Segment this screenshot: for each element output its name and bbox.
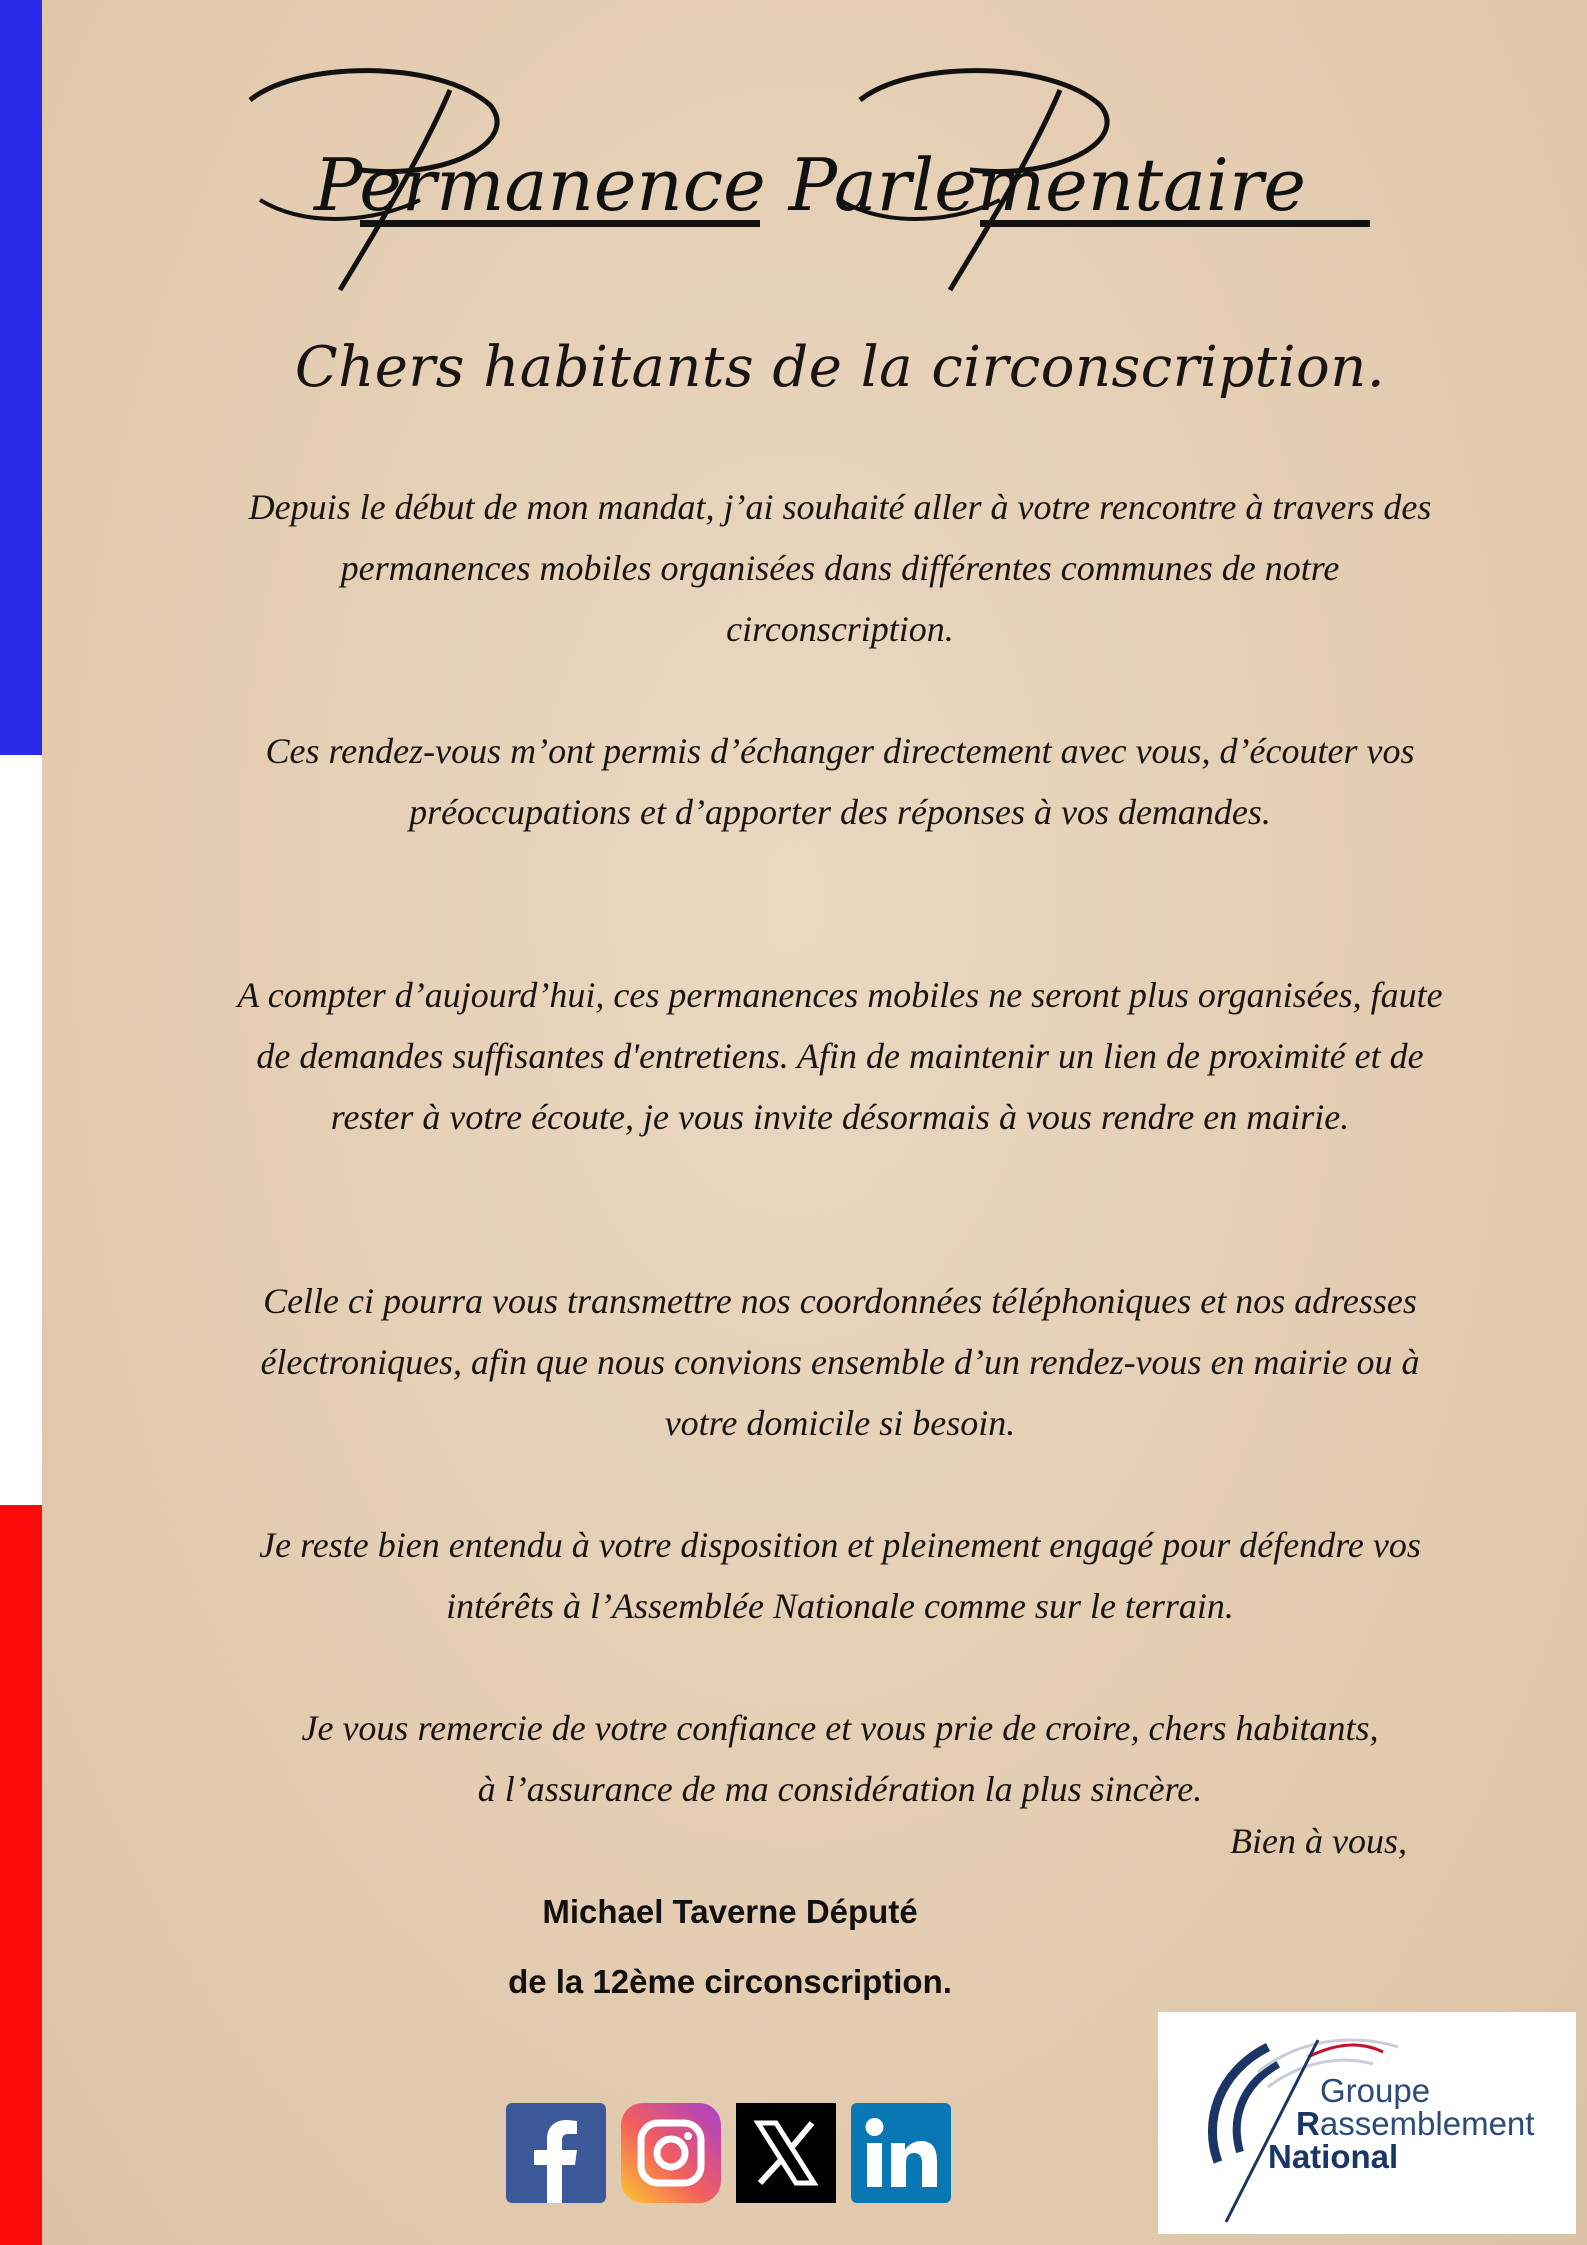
instagram-icon[interactable] <box>621 2103 721 2203</box>
logo-text <box>1268 2074 1534 2173</box>
closing-line: Bien à vous, <box>1230 1821 1407 1861</box>
facebook-icon[interactable] <box>506 2103 606 2203</box>
logo-line-national: National <box>1268 2138 1399 2175</box>
x-icon[interactable] <box>736 2103 836 2203</box>
flag-blue-band <box>0 0 42 755</box>
rassemblement-national-logo <box>1158 2012 1576 2234</box>
title-script <box>220 50 1400 310</box>
paragraph: Depuis le début de mon mandat, j’ai souhaité aller à votre rencontre à travers des permanences mobiles organisées dans différentes communes de notre circonscription. <box>248 487 1432 649</box>
paragraph: Je vous remercie de votre confiance et vous prie de croire, chers habitants, à l’assurance de ma considération la plus sincère. <box>301 1708 1379 1809</box>
signature-name: Michael Taverne Député <box>542 1893 918 1930</box>
paragraph: A compter d’aujourd’hui, ces permanences mobiles ne seront plus organisées, faute de demandes suffisantes d'entretiens. Afin de maintenir un lien de proximité et de rester à votre écoute, je vous invite désormais à vous rendre en mairie. <box>237 975 1443 1137</box>
paragraph: Celle ci pourra vous transmettre nos coordonnées téléphoniques et nos adresses électroniques, afin que nous convions ensemble d’un rendez-vous en mairie ou à votre domicile si besoin. <box>260 1281 1420 1443</box>
flag-red-band <box>0 1505 42 2245</box>
logo-line-rassemblement <box>1268 2107 1534 2140</box>
logo-initial-r: R <box>1296 2105 1320 2142</box>
logo-line-groupe: Groupe <box>1320 2072 1431 2109</box>
logo-rassemblement-rest: assemblement <box>1319 2105 1535 2142</box>
title-text: Permanence Parlementaire <box>314 143 1306 227</box>
page-title <box>220 50 1400 310</box>
paragraph: Ces rendez-vous m’ont permis d’échanger directement avec vous, d’écouter vos préoccupations et d’apporter des réponses à vos demandes. <box>265 731 1415 832</box>
signature-district: de la 12ème circonscription. <box>508 1963 952 2000</box>
tricolor-flag-stripe <box>0 0 42 2245</box>
linkedin-icon[interactable] <box>851 2103 951 2203</box>
salutation: Chers habitants de la circonscription. <box>294 335 1386 400</box>
paragraph: Je reste bien entendu à votre disposition et pleinement engagé pour défendre vos intérêts à l’Assemblée Nationale comme sur le terrain. <box>259 1525 1421 1626</box>
social-links <box>506 2103 951 2203</box>
flag-white-band <box>0 755 42 1505</box>
